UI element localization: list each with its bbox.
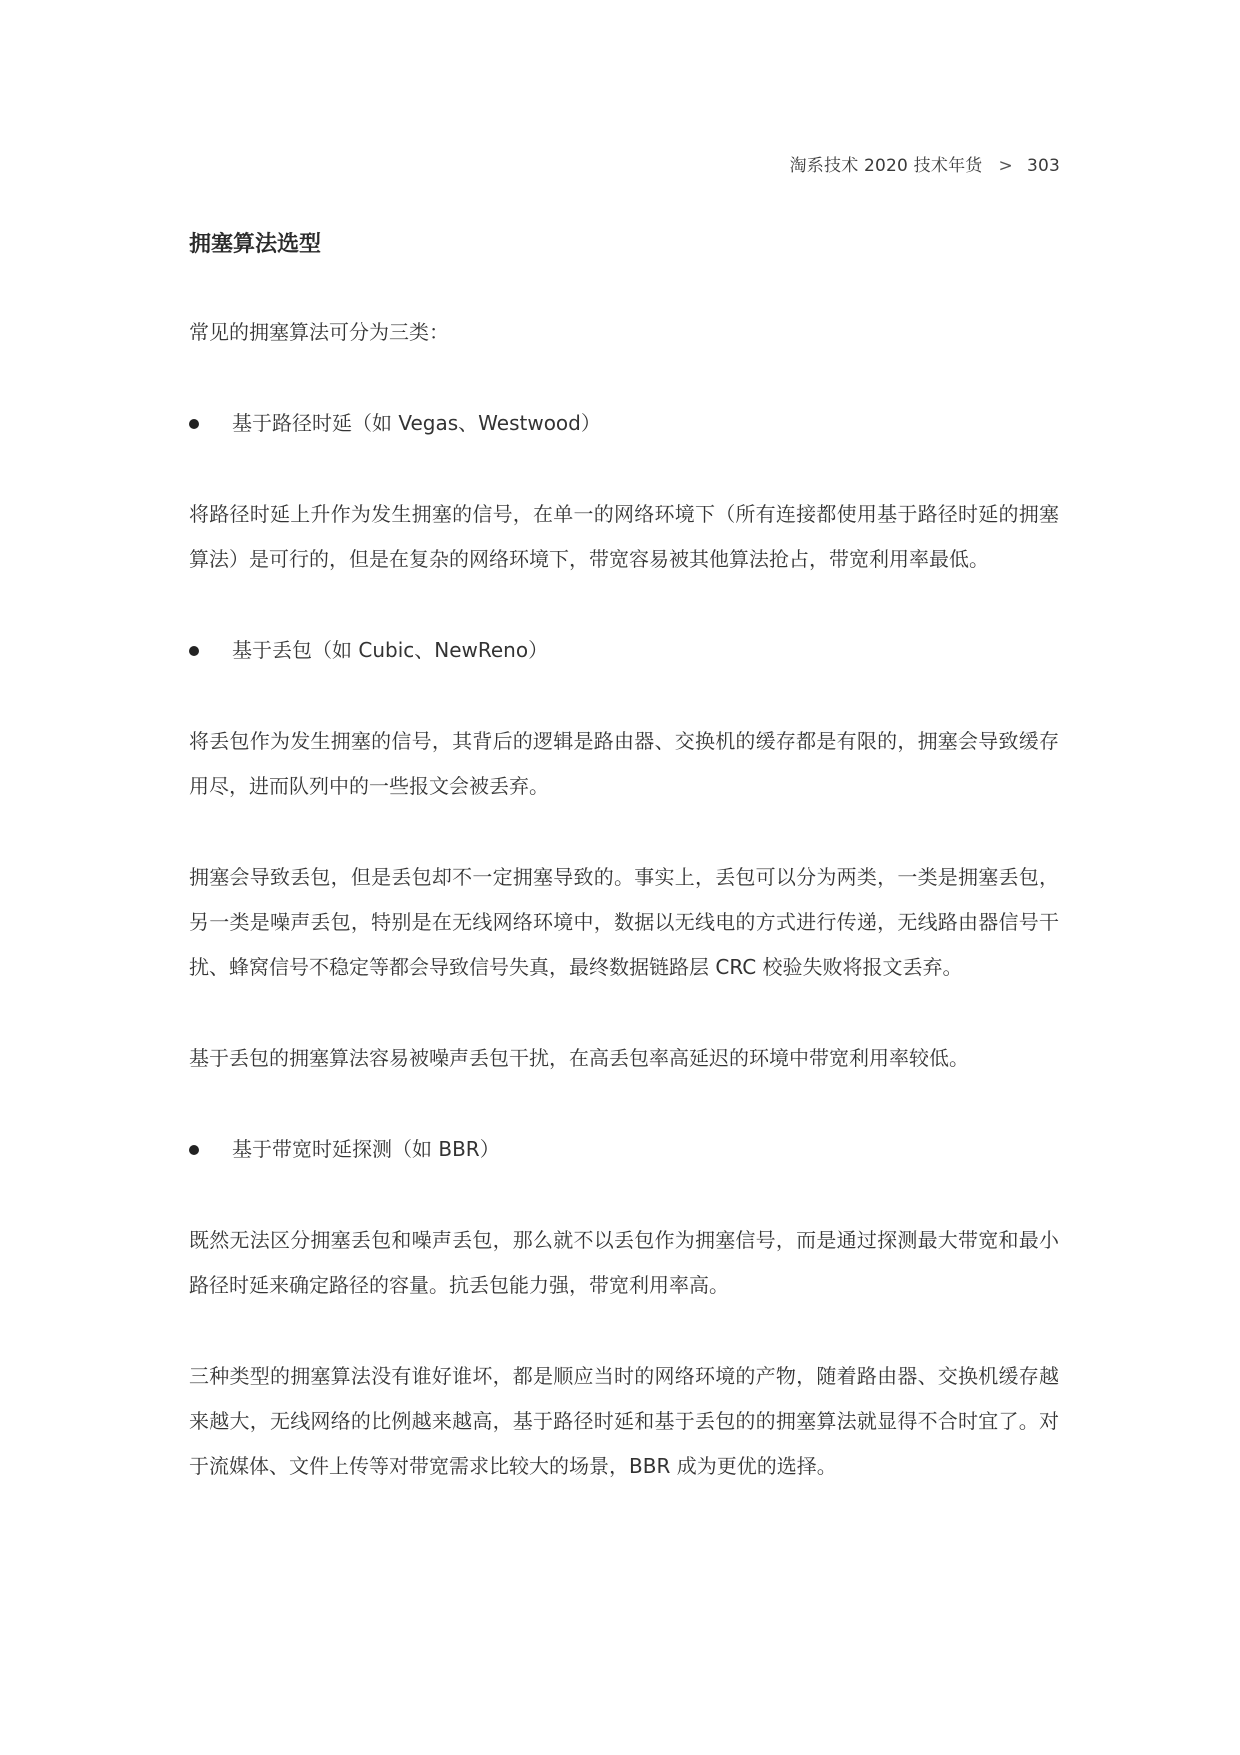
intro-paragraph: 常见的拥塞算法可分为三类：: [189, 320, 449, 344]
bullet-item-bandwidth-delay: [189, 1127, 1059, 1172]
bullet-dot-icon: [189, 646, 199, 656]
paragraph-conclusion: 三种类型的拥塞算法没有谁好谁坏，都是顺应当时的网络环境的产物，随着路由器、交换机缓存越来越大，无线网络的比例越来越高，基于路径时延和基于丢包的的拥塞算法就显得不合时宜了。对于流媒体、文件上传等对带宽需求比较大的场景，BBR 成为更优的选择。: [189, 1364, 1059, 1478]
paragraph-loss-based: 将丢包作为发生拥塞的信号，其背后的逻辑是路由器、交换机的缓存都是有限的，拥塞会导致缓存用尽，进而队列中的一些报文会被丢弃。: [189, 729, 1059, 798]
bullet-text: 基于带宽时延探测（如 BBR）: [232, 1137, 500, 1161]
page-content: [189, 226, 1059, 1489]
page-number: 303: [1026, 156, 1060, 176]
book-title: 淘系技术 2020 技术年货: [789, 156, 983, 176]
header-separator: >: [998, 156, 1013, 176]
bullet-text: 基于丢包（如 Cubic、NewReno）: [232, 638, 549, 662]
paragraph-delay-based: 将路径时延上升作为发生拥塞的信号，在单一的网络环境下（所有连接都使用基于路径时延的拥塞算法）是可行的，但是在复杂的网络环境下，带宽容易被其他算法抢占，带宽利用率最低。: [189, 502, 1059, 571]
paragraph-bbr: 既然无法区分拥塞丢包和噪声丢包，那么就不以丢包作为拥塞信号，而是通过探测最大带宽和最小路径时延来确定路径的容量。抗丢包能力强，带宽利用率高。: [189, 1228, 1059, 1297]
bullet-dot-icon: [189, 419, 199, 429]
bullet-item-delay-based: [189, 401, 1059, 446]
bullet-item-loss-based: [189, 628, 1059, 673]
bullet-dot-icon: [189, 1145, 199, 1155]
section-title: 拥塞算法选型: [189, 232, 322, 257]
paragraph-loss-types: 拥塞会导致丢包，但是丢包却不一定拥塞导致的。事实上，丢包可以分为两类，一类是拥塞丢包，另一类是噪声丢包，特别是在无线网络环境中，数据以无线电的方式进行传递，无线路由器信号干扰、蜂窝信号不稳定等都会导致信号失真，最终数据链路层 CRC 校验失败将报文丢弃。: [189, 865, 1059, 979]
paragraph-loss-based-weakness: 基于丢包的拥塞算法容易被噪声丢包干扰，在高丢包率高延迟的环境中带宽利用率较低。: [189, 1046, 969, 1070]
bullet-text: 基于路径时延（如 Vegas、Westwood）: [232, 411, 601, 435]
running-header: [790, 151, 1060, 176]
